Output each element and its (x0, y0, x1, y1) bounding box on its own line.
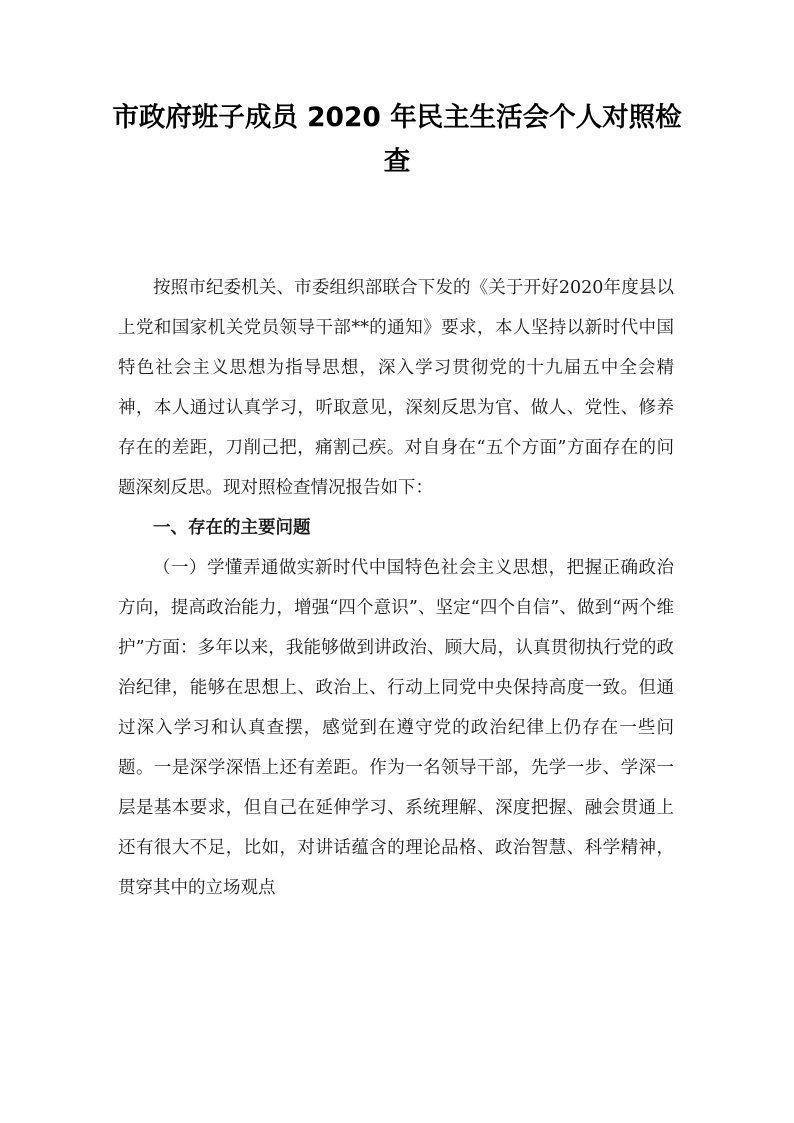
document-body (118, 268, 674, 908)
section-paragraph: （一）学懂弄通做实新时代中国特色社会主义思想，把握正确政治方向，提高政治能力，增强“四个意识”、坚定“四个自信”、做到“两个维护”方面：多年以来，我能够做到讲政治、顾大局，认真贯彻执行党的政治纪律，能够在思想上、政治上、行动上同党中央保持高度一致。但通过深入学习和认真查摆，感觉到在遵守党的政治纪律上仍存在一些问题。一是深学深悟上还有差距。作为一名领导干部，先学一步、学深一层是基本要求，但自己在延伸学习、系统理解、深度把握、融会贯通上还有很大不足，比如，对讲话蕴含的理论品格、政治智慧、科学精神，贯穿其中的立场观点 (118, 558, 674, 898)
intro-paragraph: 按照市纪委机关、市委组织部联合下发的《关于开好2020年度县以上党和国家机关党员领导干部**的通知》要求，本人坚持以新时代中国特色社会主义思想为指导思想，深入学习贯彻党的十九届五中全会精神，本人通过认真学习，听取意见，深刻反思为官、做人、党性、修养存在的差距，刀削己把，痛割己疾。对自身在“五个方面”方面存在的问题深刻反思。现对照检查情况报告如下： (118, 278, 674, 498)
document-title: 市政府班子成员 2020 年民主生活会个人对照检查 (112, 102, 682, 177)
section-heading: 一、存在的主要问题 (153, 518, 311, 538)
